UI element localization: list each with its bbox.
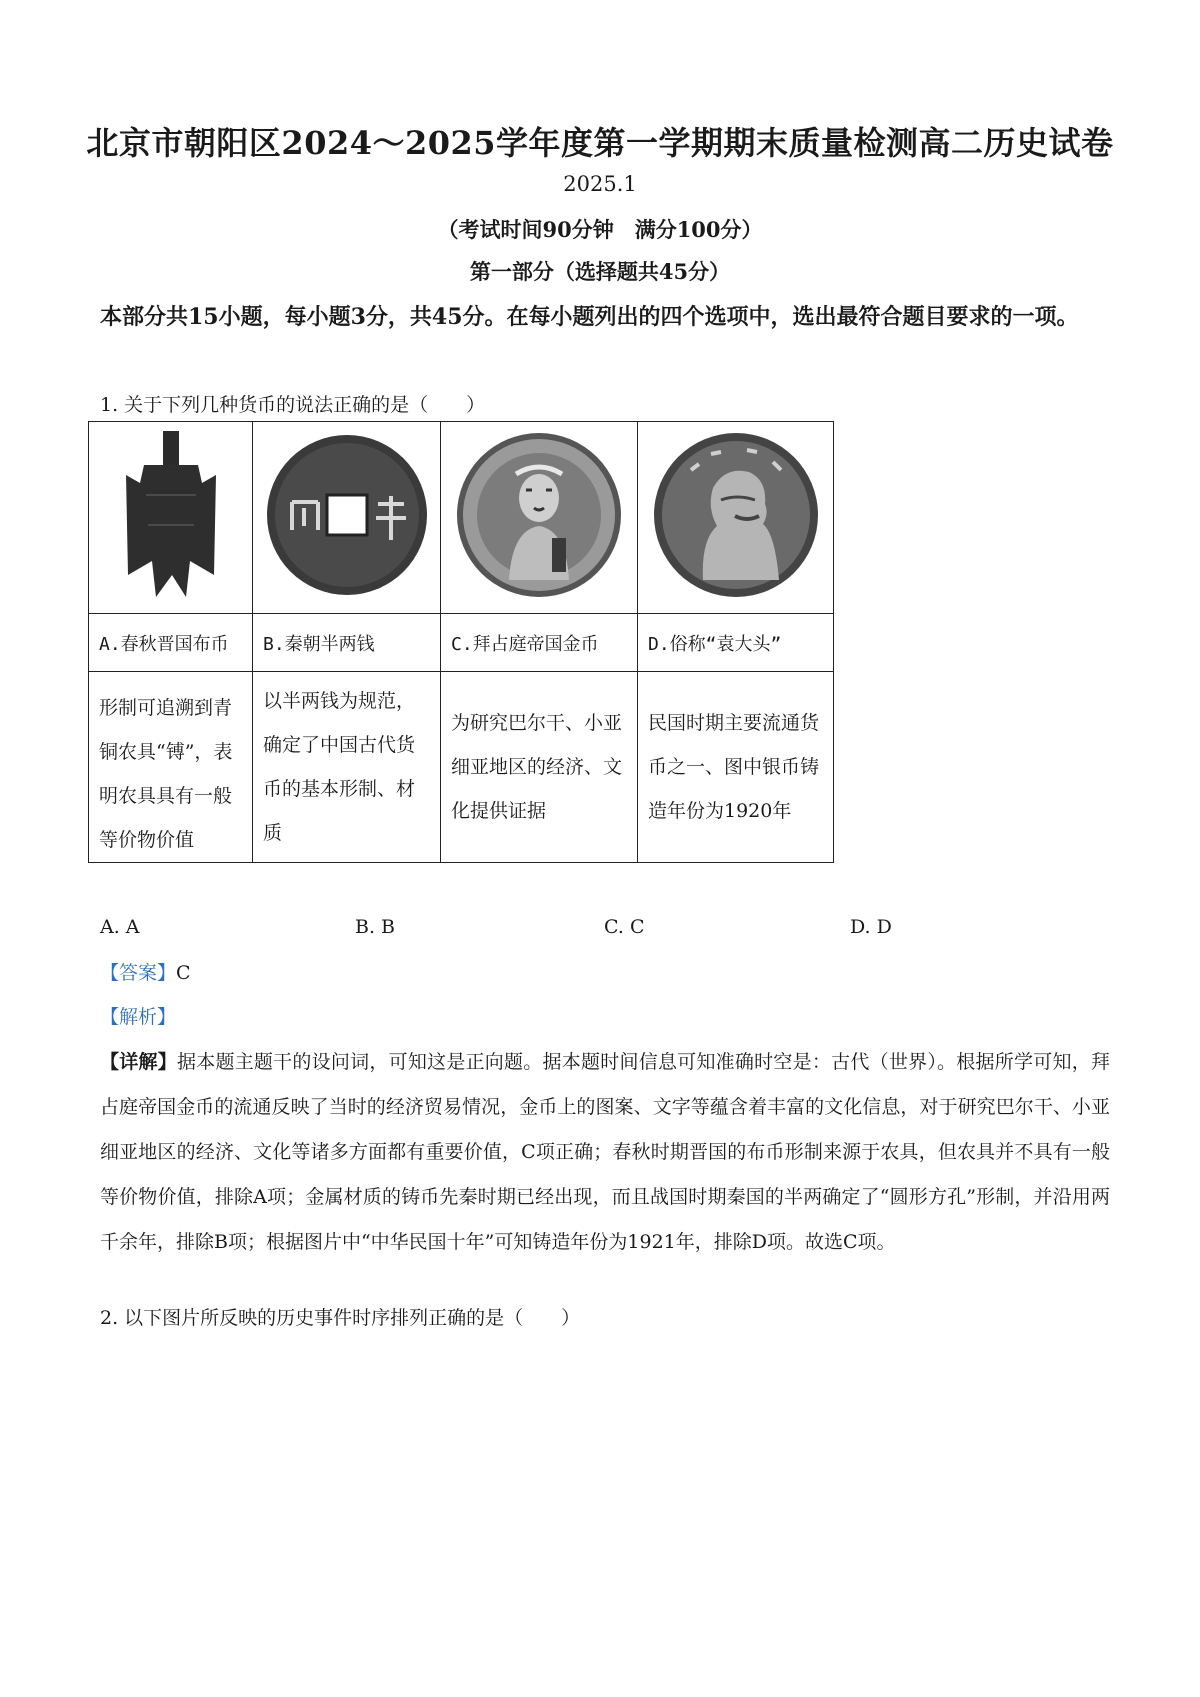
answer-label: 【答案】: [100, 962, 177, 984]
part-instructions: 本部分共15小题，每小题3分，共45分。在每小题列出的四个选项中，选出最符合题目要求的一项。: [100, 304, 1079, 330]
exam-title: 北京市朝阳区2024～2025学年度第一学期期末质量检测高二历史试卷: [86, 124, 1114, 162]
detail-text: 据本题主题干的设问词，可知这是正向题。据本题时间信息可知准确时空是：古代（世界）。根据所学可知，拜占庭帝国金币的流通反映了当时的经济贸易情况，金币上的图案、文字等蕴含着丰富的文化信息，对于研究巴尔干、小亚细亚地区的经济、文化等诸多方面都有重要价值，C项正确；春秋时期晋国的布币形制来源于农具，但农具并不具有一般等价物价值，排除A项；金属材质的铸币先秦时期已经出现，而且战国时期秦国的半两确定了“圆形方孔”形制，并沿用两千余年，排除B项；根据图片中“中华民国十年”可知铸造年份为1921年，排除D项。故选C项。: [100, 1051, 1110, 1253]
analysis-label: 【解析】: [100, 1006, 177, 1028]
coin-table: [88, 421, 834, 863]
coin-label-b: B.秦朝半两钱: [253, 614, 441, 672]
coin-image-cell-c: [441, 422, 638, 614]
coin-desc-row: [89, 672, 834, 863]
coin-image-cell-a: [89, 422, 253, 614]
coin-desc-a: 形制可追溯到青铜农具“镈”，表明农具具有一般等价物价值: [89, 672, 253, 863]
coin-desc-b: 以半两钱为规范，确定了中国古代货币的基本形制、材质: [253, 672, 441, 863]
detail-label: 【详解】: [100, 1051, 177, 1073]
question-1-stem: 1. 关于下列几种货币的说法正确的是（ ）: [100, 394, 486, 416]
coin-desc-c: 为研究巴尔干、小亚细亚地区的经济、文化提供证据: [441, 672, 638, 863]
coin-label-c: C.拜占庭帝国金币: [441, 614, 638, 672]
coin-label-a: A.春秋晋国布币: [89, 614, 253, 672]
option-c[interactable]: C. C: [604, 916, 645, 938]
ban-liang-coin-icon: [262, 430, 432, 600]
yuan-datou-coin-icon: [651, 430, 821, 600]
coin-image-cell-b: [253, 422, 441, 614]
coin-desc-d: 民国时期主要流通货币之一、图中银币铸造年份为1920年: [638, 672, 834, 863]
exam-date: 2025.1: [563, 172, 637, 196]
question-2-stem: 2. 以下图片所反映的历史事件时序排列正确的是（ ）: [100, 1307, 581, 1329]
coin-image-row: [89, 422, 834, 614]
byzantine-gold-coin-icon: [454, 430, 624, 600]
exam-time-info: （考试时间90分钟 满分100分）: [437, 217, 763, 242]
option-d[interactable]: D. D: [850, 916, 892, 938]
detail-paragraph: [100, 1040, 1110, 1265]
spade-coin-icon: [116, 425, 226, 605]
part-heading: 第一部分（选择题共45分）: [469, 259, 731, 284]
coin-label-d: D.俗称“袁大头”: [638, 614, 834, 672]
option-a[interactable]: A. A: [100, 916, 140, 938]
coin-label-row: [89, 614, 834, 672]
answer-line: [100, 958, 191, 985]
coin-image-cell-d: [638, 422, 834, 614]
option-b[interactable]: B. B: [355, 916, 396, 938]
answer-value: C: [176, 962, 191, 984]
